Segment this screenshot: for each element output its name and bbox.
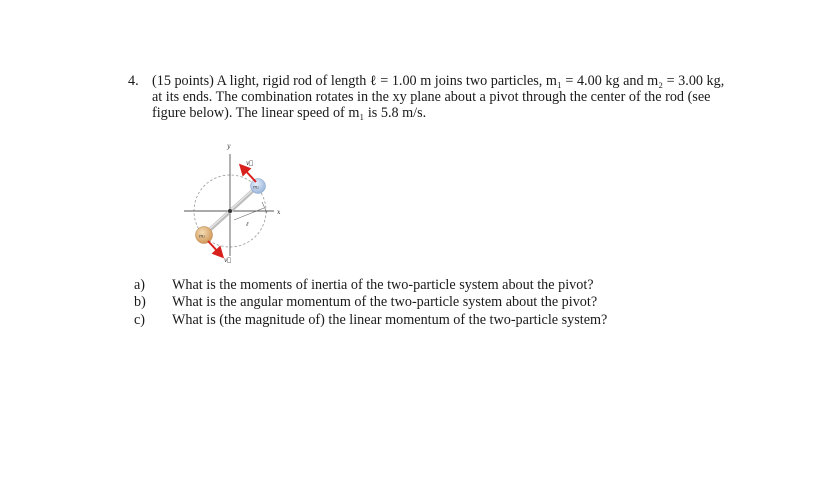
problem-text: (15 points) A light, rigid rod of length ℓ = 1.00 m joins two particles, m₁ = 4.00 kg and m₂ = 3.00 kg, at its ends. The combination rotates in the xy plane about a pivot through the center of the rod (see figure below). The linear speed of m₁ is 5.8 m/s. — [152, 73, 725, 121]
figure-svg — [178, 138, 290, 266]
question-list — [134, 277, 607, 329]
question-text: What is the moments of inertia of the two-particle system about the pivot? — [172, 277, 594, 293]
problem-number: 4. — [128, 73, 139, 89]
question-letter: a) — [134, 277, 146, 293]
question-b — [134, 294, 607, 311]
m2-label: m₂ — [253, 185, 260, 191]
velocity-label-top: v⃗ — [246, 160, 253, 167]
velocity-label-bottom: v⃗ — [224, 257, 231, 264]
rod-length-label: ℓ — [246, 221, 249, 228]
question-c — [134, 312, 607, 329]
y-axis-label: y — [227, 143, 231, 150]
question-text: What is the angular momentum of the two-particle system about the pivot? — [172, 294, 598, 311]
rotating-rod-figure — [178, 138, 290, 266]
question-text: What is (the magnitude of) the linear momentum of the two-particle system? — [172, 311, 608, 328]
velocity-arrow-m2 — [243, 168, 256, 182]
question-letter: c) — [134, 311, 146, 328]
question-letter: b) — [134, 294, 146, 311]
length-dimension-line — [234, 208, 264, 220]
pivot-point — [228, 209, 232, 213]
problem-statement — [128, 74, 728, 121]
x-axis-label: x — [277, 209, 281, 216]
question-a — [134, 277, 607, 294]
m1-label: m₁ — [199, 234, 206, 240]
